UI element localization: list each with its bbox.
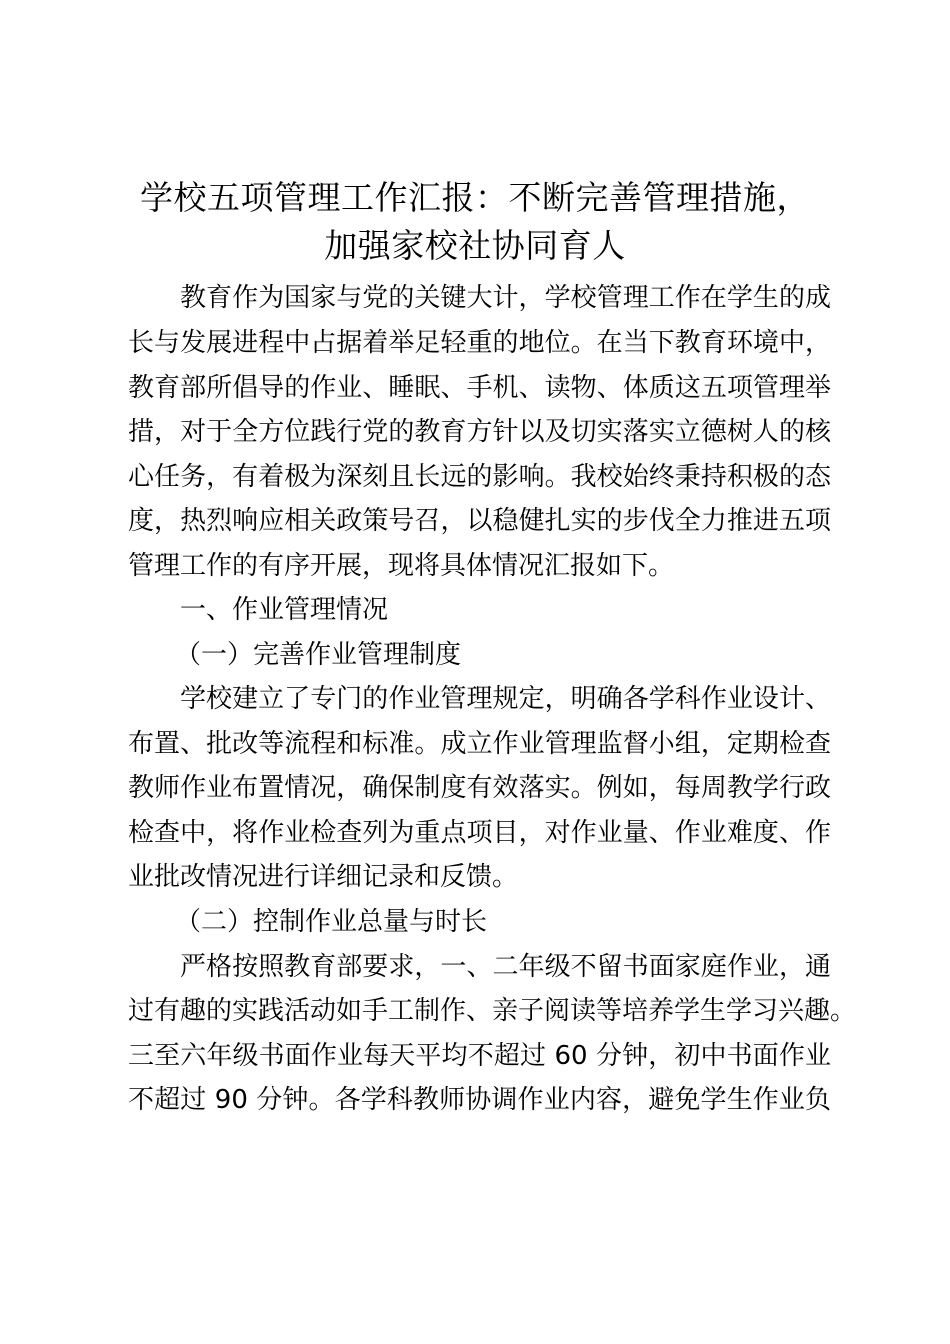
paragraph-line: 管理工作的有序开展，现将具体情况汇报如下。	[128, 551, 675, 581]
paragraph-line: 学校建立了专门的作业管理规定，明确各学科作业设计、	[180, 684, 831, 714]
paragraph-line: 长与发展进程中占据着举足轻重的地位。在当下教育环境中，	[128, 328, 831, 358]
paragraph-line: 教师作业布置情况，确保制度有效落实。例如，每周教学行政	[128, 773, 831, 803]
paragraph-line: 业批改情况进行详细记录和反馈。	[128, 862, 519, 892]
section-heading: 一、作业管理情况	[180, 595, 389, 625]
paragraph-line: 心任务，有着极为深刻且长远的影响。我校始终秉持积极的态	[128, 462, 831, 492]
subsection-heading: （二）控制作业总量与时长	[175, 907, 488, 937]
subsection-heading: （一）完善作业管理制度	[175, 640, 462, 670]
paragraph-line: 过有趣的实践活动如手工制作、亲子阅读等培养学生学习兴趣。	[128, 996, 857, 1026]
paragraph-line: 教育作为国家与党的关键大计，学校管理工作在学生的成	[180, 283, 831, 313]
document-title-line-2: 加强家校社协同育人	[324, 226, 626, 265]
paragraph-line: 措，对于全方位践行党的教育方针以及切实落实立德树人的核	[128, 417, 831, 447]
paragraph-line: 三至六年级书面作业每天平均不超过 60 分钟，初中书面作业	[128, 1041, 831, 1071]
paragraph-line: 严格按照教育部要求，一、二年级不留书面家庭作业，通	[180, 952, 831, 982]
paragraph-line: 检查中，将作业检查列为重点项目，对作业量、作业难度、作	[128, 818, 831, 848]
paragraph-line: 教育部所倡导的作业、睡眠、手机、读物、体质这五项管理举	[128, 373, 831, 403]
paragraph-line: 不超过 90 分钟。各学科教师协调作业内容，避免学生作业负	[128, 1085, 831, 1115]
document-title-line-1: 学校五项管理工作汇报：不断完善管理措施，	[140, 178, 810, 217]
paragraph-line: 布置、批改等流程和标准。成立作业管理监督小组，定期检查	[128, 729, 831, 759]
paragraph-line: 度，热烈响应相关政策号召，以稳健扎实的步伐全力推进五项	[128, 506, 831, 536]
